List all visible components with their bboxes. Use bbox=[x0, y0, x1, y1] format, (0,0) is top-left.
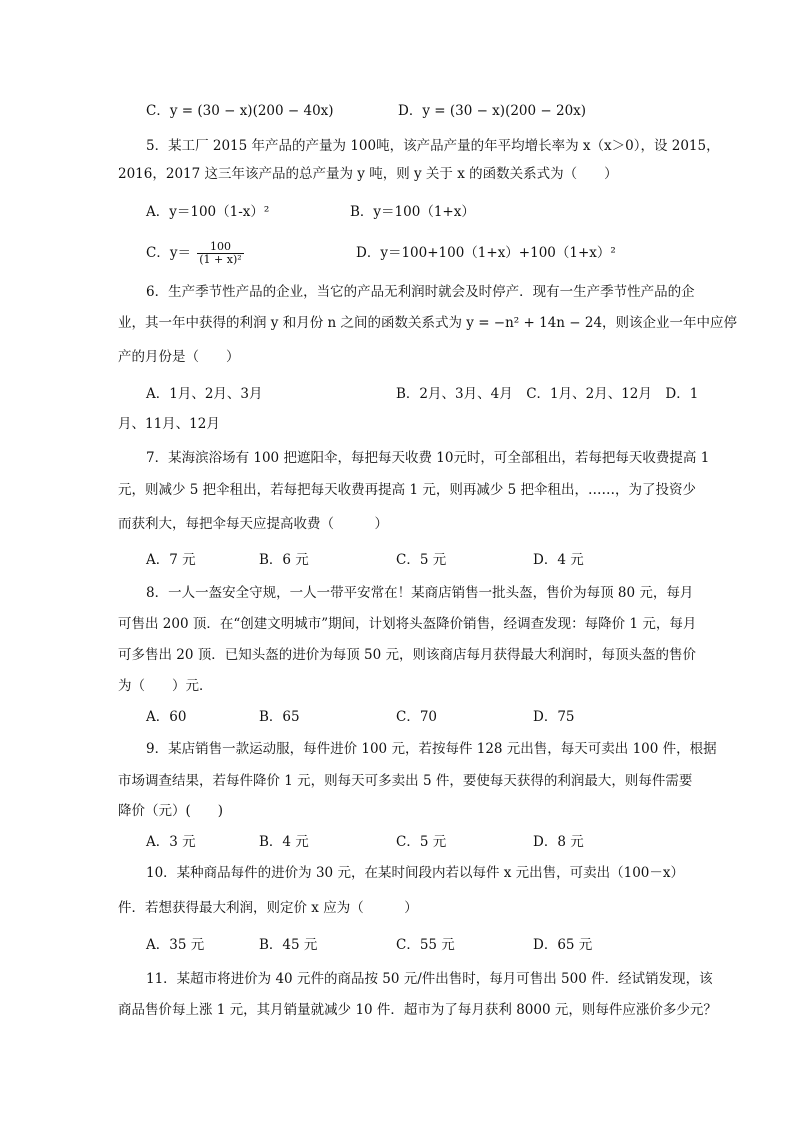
q10-stem-line1: 10．某种商品每件的进价为 30 元，在某时间段内若以每件 x 元出售，可卖出（100－x） bbox=[146, 865, 685, 881]
q6-stem-line1: 6．生产季节性产品的企业，当它的产品无利润时就会及时停产．现有一生产季节性产品的企 bbox=[146, 284, 695, 300]
q8-option-b: B．65 bbox=[259, 709, 300, 725]
q8-option-d: D．75 bbox=[533, 709, 575, 725]
q11-stem-line1: 11．某超市将进价为 40 元件的商品按 50 元/件出售时，每月可售出 500 件．经试销发现，该 bbox=[146, 971, 713, 987]
q7-option-b: B．6 元 bbox=[259, 552, 309, 568]
q8-option-c: C．70 bbox=[396, 709, 438, 725]
q7-stem-line3: 而获利大，每把伞每天应提高收费（ ） bbox=[118, 516, 388, 532]
q7-stem-line1: 7．某海滨浴场有 100 把遮阳伞，每把每天收费 10元时，可全部租出，若每把每天收费提高 1 bbox=[146, 450, 710, 466]
q5-option-b: B．y＝100（1+x） bbox=[350, 204, 475, 220]
q7-option-d: D．4 元 bbox=[533, 552, 584, 568]
q5-option-d: D．y＝100+100（1+x）+100（1+x）² bbox=[356, 245, 616, 261]
q5-option-c-numerator: 100 bbox=[197, 241, 243, 254]
q5-stem-line1: 5．某工厂 2015 年产品的产量为 100吨，该产品产量的年平均增长率为 x（x＞0），设 2015， bbox=[146, 138, 720, 154]
q4-option-d: D．y = (30 − x)(200 − 20x) bbox=[398, 103, 587, 119]
q9-stem-line2: 市场调查结果，若每件降价 1 元，则每天可多卖出 5 件，要使每天获得的利润最大，则每件需要 bbox=[118, 773, 693, 789]
q9-option-b: B．4 元 bbox=[259, 834, 309, 850]
q5-option-c-denominator: (1 + x)² bbox=[199, 253, 242, 266]
q7-option-c: C．5 元 bbox=[396, 552, 447, 568]
q10-stem-line2: 件．若想获得最大利润，则定价 x 应为（ ） bbox=[118, 900, 418, 916]
q5-option-c-prefix: C．y＝ bbox=[146, 245, 191, 261]
q5-option-c bbox=[146, 241, 246, 266]
q6-option-bcd: B．2月、3月、4月 C．1月、2月、12月 D．1 bbox=[396, 386, 699, 402]
q9-option-c: C．5 元 bbox=[396, 834, 447, 850]
q6-option-d-continued: 月、11月、12月 bbox=[118, 416, 220, 432]
q8-stem-line1: 8．一人一盔安全守规，一人一带平安常在！某商店销售一批头盔，售价为每顶 80 元，每月 bbox=[146, 585, 694, 601]
q5-option-c-fraction bbox=[197, 241, 243, 266]
q5-stem-line2: 2016，2017 这三年该产品的总产量为 y 吨，则 y 关于 x 的函数关系式为（ ） bbox=[118, 166, 618, 182]
q4-option-c: C．y = (30 − x)(200 − 40x) bbox=[146, 103, 334, 119]
q7-option-a: A．7 元 bbox=[146, 552, 196, 568]
q8-stem-line2: 可售出 200 顶．在“创建文明城市”期间，计划将头盔降价销售，经调查发现：每降价 1 元，每月 bbox=[118, 616, 697, 632]
q9-stem-line1: 9．某店销售一款运动服，每件进价 100 元，若按每件 128 元出售，每天可卖出 100 件，根据 bbox=[146, 741, 717, 757]
q9-option-d: D．8 元 bbox=[533, 834, 584, 850]
q10-option-d: D．65 元 bbox=[533, 937, 593, 953]
q6-stem-line2: 业，其一年中获得的利润 y 和月份 n 之间的函数关系式为 y = −n² + 14n − 24，则该企业一年中应停 bbox=[118, 315, 738, 331]
q9-stem-line3: 降价（元）( ) bbox=[118, 803, 224, 819]
q8-stem-line4: 为（ ）元． bbox=[118, 678, 213, 694]
q5-option-a: A．y＝100（1-x）² bbox=[146, 204, 270, 220]
q8-stem-line3: 可多售出 20 顶．已知头盔的进价为每顶 50 元，则该商店每月获得最大利润时，每顶头盔的售价 bbox=[118, 647, 697, 663]
q7-stem-line2: 元，则减少 5 把伞租出，若每把每天收费再提高 1 元，则再减少 5 把伞租出，……，为了投资少 bbox=[118, 482, 697, 498]
q6-stem-line3: 产的月份是（ ） bbox=[118, 349, 240, 365]
q10-option-b: B．45 元 bbox=[259, 937, 318, 953]
q11-stem-line2: 商品售价每上涨 1 元，其月销量就减少 10 件．超市为了每月获利 8000 元，则每件应涨价多少元？ bbox=[118, 1002, 717, 1018]
q10-option-c: C．55 元 bbox=[396, 937, 455, 953]
q9-option-a: A．3 元 bbox=[146, 834, 196, 850]
q8-option-a: A．60 bbox=[146, 709, 187, 725]
q6-option-a: A．1月、2月、3月 bbox=[146, 386, 263, 402]
q10-option-a: A．35 元 bbox=[146, 937, 205, 953]
